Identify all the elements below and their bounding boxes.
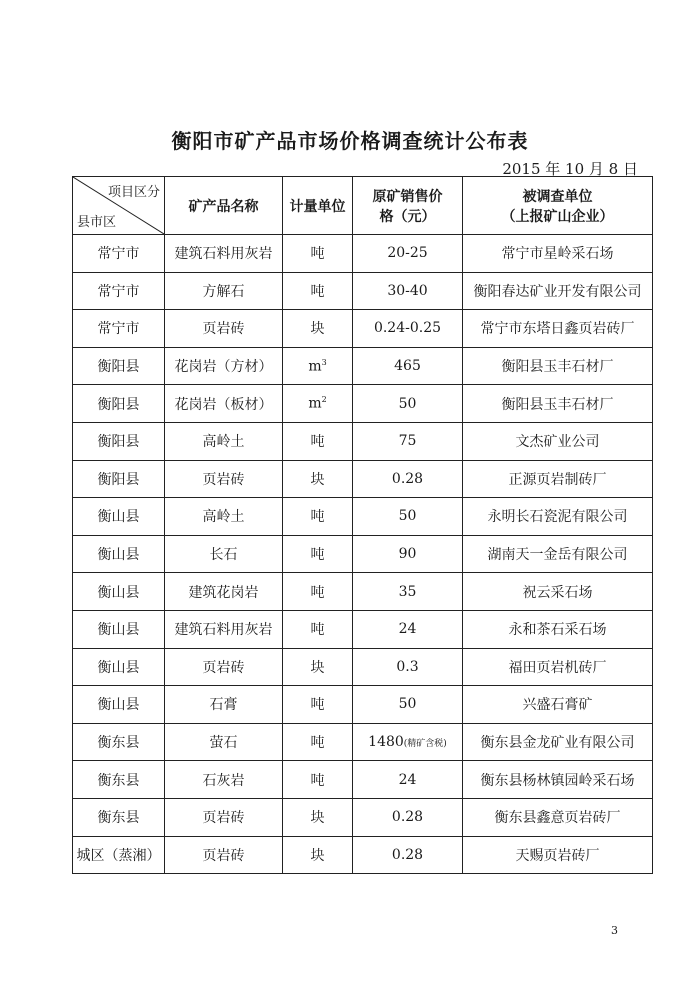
header-company-line2: （上报矿山企业） — [501, 208, 614, 225]
header-company-line1: 被调查单位 — [522, 188, 593, 205]
cell-area: 衡山县 — [73, 686, 165, 724]
cell-company: 永明长石瓷泥有限公司 — [463, 498, 653, 536]
header-company — [463, 177, 653, 235]
header-price — [353, 177, 463, 235]
table-row — [73, 573, 653, 611]
cell-price — [353, 272, 463, 310]
table-row — [73, 498, 653, 536]
price-text: 24 — [398, 771, 417, 788]
table-row — [73, 422, 653, 460]
unit-text: 块 — [310, 321, 325, 338]
unit-text: m — [308, 396, 322, 412]
cell-unit — [283, 836, 353, 874]
cell-unit — [283, 610, 353, 648]
price-table — [72, 176, 653, 874]
cell-price — [353, 235, 463, 273]
cell-area: 常宁市 — [73, 235, 165, 273]
price-text: 50 — [398, 508, 417, 525]
cell-unit — [283, 235, 353, 273]
cell-company: 文杰矿业公司 — [463, 422, 653, 460]
unit-text: 吨 — [310, 584, 325, 601]
cell-area: 城区（蒸湘） — [73, 836, 165, 874]
header-price-line1: 原矿销售价 — [372, 188, 443, 205]
document-date: 2015 年 10 月 8 日 — [502, 160, 638, 178]
cell-price — [353, 460, 463, 498]
unit-superscript: 3 — [321, 357, 327, 367]
cell-area: 衡山县 — [73, 610, 165, 648]
cell-area: 衡东县 — [73, 798, 165, 836]
cell-price — [353, 385, 463, 423]
cell-product: 页岩砖 — [165, 798, 283, 836]
cell-company: 常宁市东塔日鑫页岩砖厂 — [463, 310, 653, 348]
cell-product: 石灰岩 — [165, 761, 283, 799]
cell-unit — [283, 385, 353, 423]
unit-text: 块 — [310, 847, 325, 864]
cell-company: 天赐页岩砖厂 — [463, 836, 653, 874]
unit-superscript: 2 — [321, 395, 327, 405]
cell-company: 湖南天一金岳有限公司 — [463, 535, 653, 573]
unit-text: 吨 — [310, 509, 325, 526]
cell-area: 衡东县 — [73, 723, 165, 761]
price-text: 0.28 — [391, 809, 424, 826]
cell-area: 常宁市 — [73, 272, 165, 310]
table-row — [73, 610, 653, 648]
cell-price — [353, 686, 463, 724]
unit-text: 吨 — [310, 735, 325, 752]
cell-area: 衡山县 — [73, 498, 165, 536]
cell-price — [353, 422, 463, 460]
header-price-line2: 格（元） — [379, 208, 436, 225]
cell-product: 花岗岩（方材） — [165, 347, 283, 385]
table-row — [73, 385, 653, 423]
cell-unit — [283, 310, 353, 348]
cell-price — [353, 723, 463, 761]
cell-price — [353, 347, 463, 385]
cell-company: 兴盛石膏矿 — [463, 686, 653, 724]
table-row — [73, 761, 653, 799]
cell-area: 衡山县 — [73, 573, 165, 611]
cell-area: 常宁市 — [73, 310, 165, 348]
cell-unit — [283, 272, 353, 310]
cell-product: 建筑石料用灰岩 — [165, 235, 283, 273]
cell-company: 永和茶石采石场 — [463, 610, 653, 648]
table-row — [73, 798, 653, 836]
table-row — [73, 235, 653, 273]
unit-text: 块 — [310, 810, 325, 827]
cell-area: 衡东县 — [73, 761, 165, 799]
cell-area: 衡山县 — [73, 535, 165, 573]
table-row — [73, 535, 653, 573]
cell-unit — [283, 723, 353, 761]
table-row — [73, 272, 653, 310]
unit-text: 吨 — [310, 622, 325, 639]
price-text: 30-40 — [387, 282, 428, 299]
cell-area: 衡阳县 — [73, 422, 165, 460]
price-text: 24 — [398, 621, 417, 638]
table-row — [73, 460, 653, 498]
unit-text: 块 — [310, 659, 325, 676]
table-row — [73, 723, 653, 761]
cell-company: 衡东县金龙矿业有限公司 — [463, 723, 653, 761]
cell-product: 花岗岩（板材） — [165, 385, 283, 423]
price-note: (精矿含税) — [403, 739, 447, 750]
cell-unit — [283, 573, 353, 611]
cell-unit — [283, 686, 353, 724]
cell-price — [353, 648, 463, 686]
cell-company: 衡阳县玉丰石材厂 — [463, 385, 653, 423]
cell-price — [353, 535, 463, 573]
cell-product: 方解石 — [165, 272, 283, 310]
price-text: 465 — [394, 358, 421, 375]
cell-product: 页岩砖 — [165, 460, 283, 498]
cell-unit — [283, 798, 353, 836]
price-text: 0.28 — [391, 470, 424, 487]
cell-area: 衡阳县 — [73, 347, 165, 385]
cell-product: 页岩砖 — [165, 836, 283, 874]
cell-unit — [283, 347, 353, 385]
cell-price — [353, 798, 463, 836]
table-header-row — [73, 177, 653, 235]
cell-product: 萤石 — [165, 723, 283, 761]
unit-text: 吨 — [310, 772, 325, 789]
unit-text: 吨 — [310, 434, 325, 451]
price-text: 0.28 — [391, 846, 424, 863]
price-text: 0.24-0.25 — [373, 320, 442, 337]
cell-product: 建筑石料用灰岩 — [165, 610, 283, 648]
unit-text: 吨 — [310, 547, 325, 564]
cell-price — [353, 836, 463, 874]
cell-product: 长石 — [165, 535, 283, 573]
document-title: 衡阳市矿产品市场价格调查统计公布表 — [171, 129, 529, 153]
price-text: 0.3 — [396, 658, 419, 675]
cell-price — [353, 310, 463, 348]
cell-company: 常宁市星岭采石场 — [463, 235, 653, 273]
cell-price — [353, 761, 463, 799]
header-unit: 计量单位 — [283, 177, 353, 235]
cell-unit — [283, 498, 353, 536]
cell-unit — [283, 535, 353, 573]
price-text: 90 — [398, 546, 417, 563]
cell-product: 石膏 — [165, 686, 283, 724]
cell-company: 祝云采石场 — [463, 573, 653, 611]
table-row — [73, 686, 653, 724]
cell-product: 高岭土 — [165, 422, 283, 460]
unit-text: 块 — [310, 471, 325, 488]
unit-text: m — [308, 358, 322, 375]
price-text: 75 — [398, 433, 417, 450]
cell-company: 衡东县杨林镇园岭采石场 — [463, 761, 653, 799]
cell-company: 正源页岩制砖厂 — [463, 460, 653, 498]
table-row — [73, 836, 653, 874]
price-text: 20-25 — [387, 245, 428, 262]
price-text: 50 — [398, 696, 417, 713]
unit-text: 吨 — [310, 697, 325, 714]
cell-product: 页岩砖 — [165, 310, 283, 348]
cell-company: 衡阳春达矿业开发有限公司 — [463, 272, 653, 310]
table-row — [73, 347, 653, 385]
cell-area: 衡阳县 — [73, 460, 165, 498]
cell-area: 衡山县 — [73, 648, 165, 686]
table-row — [73, 310, 653, 348]
cell-price — [353, 573, 463, 611]
table-body — [73, 235, 653, 874]
cell-unit — [283, 460, 353, 498]
cell-company: 衡阳县玉丰石材厂 — [463, 347, 653, 385]
cell-price — [353, 610, 463, 648]
table-row — [73, 648, 653, 686]
unit-text: 吨 — [310, 283, 325, 300]
page-number: 3 — [611, 924, 618, 937]
diagonal-header-cell — [73, 177, 165, 235]
cell-price — [353, 498, 463, 536]
diag-top-label: 项目区分 — [107, 185, 160, 200]
cell-area: 衡阳县 — [73, 385, 165, 423]
cell-company: 福田页岩机砖厂 — [463, 648, 653, 686]
cell-unit — [283, 761, 353, 799]
cell-product: 高岭土 — [165, 498, 283, 536]
cell-unit — [283, 422, 353, 460]
diag-bottom-label: 县市区 — [77, 215, 117, 230]
price-text: 50 — [398, 395, 417, 412]
header-product: 矿产品名称 — [165, 177, 283, 235]
price-text: 35 — [398, 583, 417, 600]
price-text: 1480 — [368, 734, 404, 751]
cell-product: 建筑花岗岩 — [165, 573, 283, 611]
unit-text: 吨 — [310, 246, 325, 263]
cell-unit — [283, 648, 353, 686]
cell-company: 衡东县鑫意页岩砖厂 — [463, 798, 653, 836]
cell-product: 页岩砖 — [165, 648, 283, 686]
